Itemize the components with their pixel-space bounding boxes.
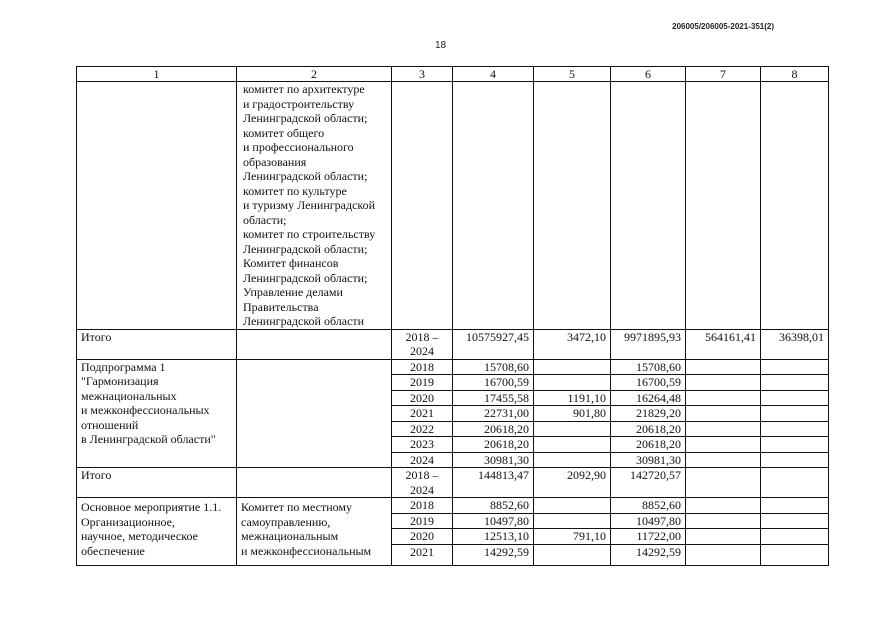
- total-col4: 10575927,45: [453, 329, 534, 359]
- budget-table: [76, 66, 829, 566]
- col6-cell: 30981,30: [611, 452, 686, 468]
- executor-line: Управление делами: [243, 285, 343, 299]
- col5-cell: [534, 513, 611, 529]
- col5-cell: [534, 375, 611, 391]
- col5-cell: [534, 421, 611, 437]
- col4-cell: 20618,20: [453, 421, 534, 437]
- col5-cell: 1191,10: [534, 390, 611, 406]
- cell: [237, 329, 392, 359]
- column-number: 8: [761, 67, 829, 82]
- executor-line: комитет по культуре: [243, 183, 347, 198]
- col7-cell: [686, 390, 761, 406]
- table-row: [77, 82, 829, 330]
- executor-line: комитет по архитектуре: [243, 82, 365, 96]
- col7-cell: [686, 437, 761, 453]
- executor-line: Ленинградской области;: [243, 111, 368, 125]
- subprogram-row: [77, 359, 829, 375]
- col7-cell: [686, 359, 761, 375]
- total-col5: 2092,90: [534, 468, 611, 498]
- total-col5: 3472,10: [534, 329, 611, 359]
- total-col7: 564161,41: [686, 329, 761, 359]
- col5-cell: 901,80: [534, 406, 611, 422]
- column-number-row: [77, 67, 829, 82]
- executor-line: и туризму Ленинградской: [243, 198, 376, 212]
- page-number: 18: [434, 40, 447, 51]
- year-cell: 2018: [392, 359, 453, 375]
- column-number: 5: [534, 67, 611, 82]
- executor-line: Комитет финансов: [243, 256, 339, 270]
- col4-cell: 12513,10: [453, 529, 534, 545]
- executor-line: и профессионального: [243, 140, 354, 154]
- year-cell: 2020: [392, 390, 453, 406]
- col4-cell: 15708,60: [453, 359, 534, 375]
- year-cell: 2018: [392, 498, 453, 514]
- col8-cell: [761, 544, 829, 566]
- col6-cell: 20618,20: [611, 437, 686, 453]
- activity-executor-line: межнациональным: [241, 529, 339, 543]
- subprogram-name-line: отношений: [81, 417, 139, 432]
- col7-cell: [686, 406, 761, 422]
- col4-cell: 10497,80: [453, 513, 534, 529]
- executor-line: Ленинградской области;: [243, 241, 368, 256]
- col8-cell: [761, 452, 829, 468]
- activity-name-line: научное, методическое: [81, 529, 198, 543]
- activity-executor: [237, 498, 392, 566]
- executor-line: Ленинградской области;: [243, 169, 368, 183]
- col4-cell: 22731,00: [453, 406, 534, 422]
- cell: [761, 82, 829, 330]
- activity-name-line: Организационное,: [81, 514, 175, 529]
- col8-cell: [761, 406, 829, 422]
- period-cell: [392, 329, 453, 359]
- col8-cell: [761, 468, 829, 498]
- subprogram-name-line: "Гармонизация: [81, 374, 159, 388]
- col7-cell: [686, 452, 761, 468]
- activity-executor-line: и межконфессиональным: [241, 543, 372, 558]
- col5-cell: [534, 498, 611, 514]
- period-from: 2018 –: [405, 329, 439, 344]
- col4-cell: 30981,30: [453, 452, 534, 468]
- col7-cell: [686, 513, 761, 529]
- col6-cell: 10497,80: [611, 513, 686, 529]
- period-to: 2024: [410, 482, 434, 497]
- cell: [392, 82, 453, 330]
- total-row: [77, 329, 829, 359]
- col6-cell: 8852,60: [611, 498, 686, 514]
- executor-line: и градостроительству: [243, 96, 355, 111]
- total-label: Итого: [77, 329, 237, 359]
- subprogram-executor: [237, 359, 392, 468]
- col6-cell: 11722,00: [611, 529, 686, 545]
- cell: [534, 82, 611, 330]
- total-label: Итого: [77, 468, 237, 498]
- col5-cell: [534, 437, 611, 453]
- column-number: 6: [611, 67, 686, 82]
- col4-cell: 20618,20: [453, 437, 534, 453]
- executor-line: Ленинградской области: [243, 314, 365, 328]
- col6-cell: 14292,59: [611, 544, 686, 566]
- activity-name: [77, 498, 237, 566]
- col4-cell: 8852,60: [453, 498, 534, 514]
- col5-cell: [534, 452, 611, 468]
- activity-row: [77, 498, 829, 514]
- cell: [611, 82, 686, 330]
- col6-cell: 20618,20: [611, 421, 686, 437]
- column-number: 2: [237, 67, 392, 82]
- year-cell: 2023: [392, 437, 453, 453]
- total-col6: 142720,57: [611, 468, 686, 498]
- col8-cell: [761, 437, 829, 453]
- activity-name-line: обеспечение: [81, 543, 145, 558]
- period-cell: [392, 468, 453, 498]
- cell: [237, 468, 392, 498]
- col8-cell: [761, 375, 829, 391]
- total-col6: 9971895,93: [611, 329, 686, 359]
- col8-cell: [761, 513, 829, 529]
- period-from: 2018 –: [405, 468, 439, 482]
- executor-line: комитет общего: [243, 125, 325, 140]
- column-number: 1: [77, 67, 237, 82]
- year-cell: 2019: [392, 375, 453, 391]
- col4-cell: 16700,59: [453, 375, 534, 391]
- subprogram-name-line: межнациональных: [81, 388, 177, 403]
- year-cell: 2020: [392, 529, 453, 545]
- col8-cell: [761, 498, 829, 514]
- year-cell: 2019: [392, 513, 453, 529]
- year-cell: 2022: [392, 421, 453, 437]
- col8-cell: [761, 359, 829, 375]
- subprogram-name: [77, 359, 237, 468]
- subprogram-name-line: Подпрограмма 1: [81, 359, 166, 374]
- year-cell: 2021: [392, 544, 453, 566]
- col8-cell: [761, 529, 829, 545]
- col7-cell: [686, 529, 761, 545]
- col6-cell: 21829,20: [611, 406, 686, 422]
- cell: [77, 82, 237, 330]
- total-col8: 36398,01: [761, 329, 829, 359]
- col8-cell: [761, 390, 829, 406]
- executor-line: области;: [243, 212, 287, 227]
- col7-cell: [686, 421, 761, 437]
- activity-executor-line: самоуправлению,: [241, 514, 331, 529]
- executor-line: Ленинградской области;: [243, 270, 368, 285]
- executor-line: комитет по строительству: [243, 227, 376, 241]
- col5-cell: 791,10: [534, 529, 611, 545]
- total-row: [77, 468, 829, 498]
- cell: [686, 82, 761, 330]
- col7-cell: [686, 468, 761, 498]
- column-number: 3: [392, 67, 453, 82]
- col7-cell: [686, 375, 761, 391]
- executor-line: образования: [243, 154, 307, 169]
- total-col4: 144813,47: [453, 468, 534, 498]
- year-cell: 2024: [392, 452, 453, 468]
- col7-cell: [686, 544, 761, 566]
- cell: [453, 82, 534, 330]
- col7-cell: [686, 498, 761, 514]
- activity-executor-line: Комитет по местному: [241, 500, 353, 514]
- col4-cell: 14292,59: [453, 544, 534, 566]
- col6-cell: 15708,60: [611, 359, 686, 375]
- col4-cell: 17455,58: [453, 390, 534, 406]
- subprogram-name-line: в Ленинградской области": [81, 432, 216, 446]
- col8-cell: [761, 421, 829, 437]
- year-cell: 2021: [392, 406, 453, 422]
- col5-cell: [534, 359, 611, 375]
- col5-cell: [534, 544, 611, 566]
- subprogram-name-line: и межконфессиональных: [81, 403, 210, 417]
- document-id: 206005/206005-2021-351(2): [672, 22, 774, 31]
- executor-line: Правительства: [243, 299, 319, 314]
- executor-list: [237, 82, 392, 330]
- column-number: 7: [686, 67, 761, 82]
- col6-cell: 16700,59: [611, 375, 686, 391]
- column-number: 4: [453, 67, 534, 82]
- period-to: 2024: [410, 344, 434, 358]
- activity-name-line: Основное мероприятие 1.1.: [81, 500, 222, 514]
- col6-cell: 16264,48: [611, 390, 686, 406]
